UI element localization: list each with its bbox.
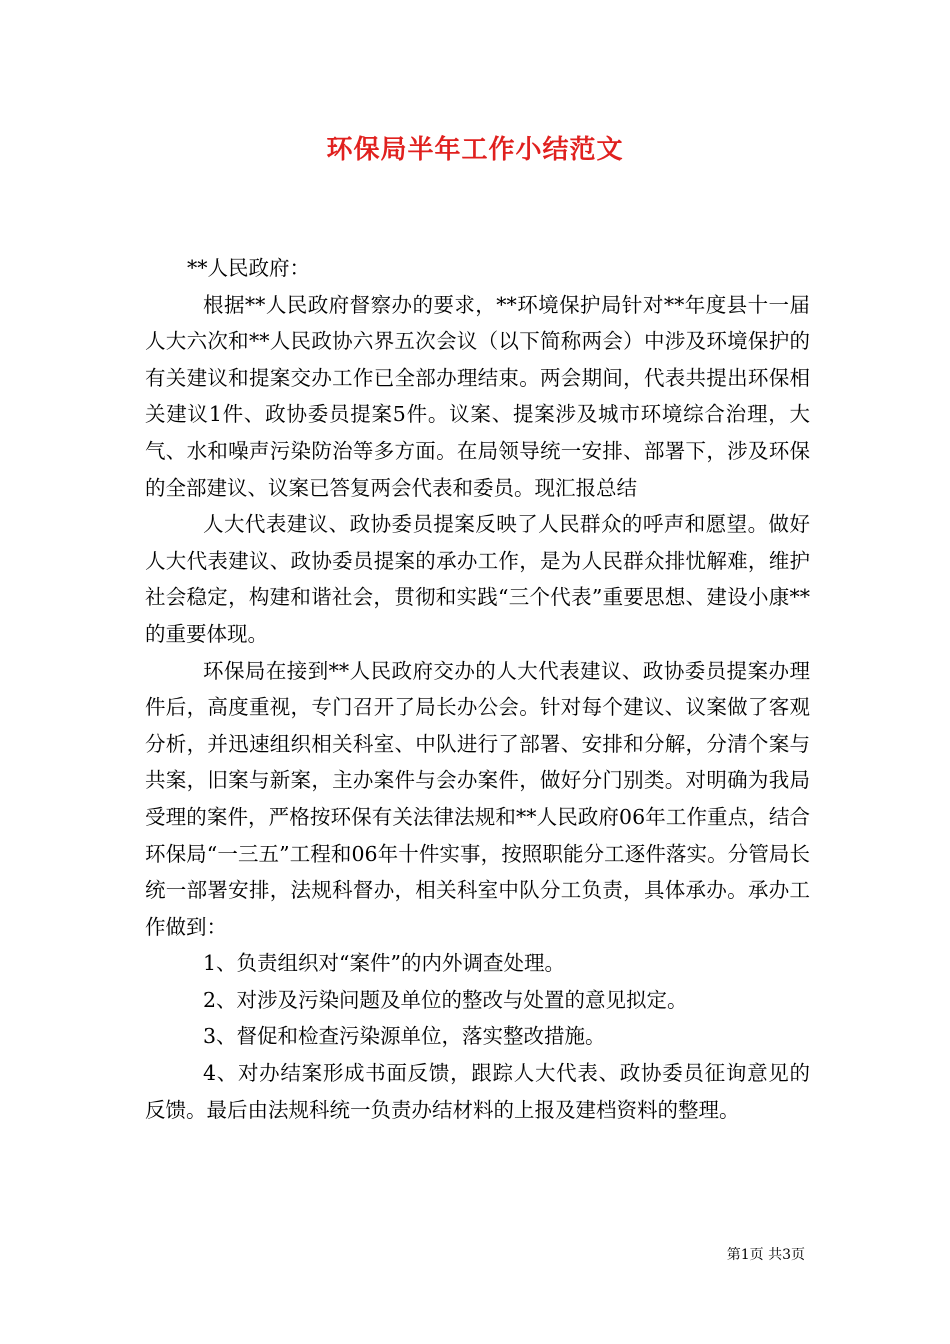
page-number: 第1页 共3页 [726,1247,805,1263]
document-title: 环保局半年工作小结范文 [326,135,624,165]
list-item: 1、负责组织对“案件”的内外调查处理。 [203,951,566,976]
closing-paragraph: 4、对办结案形成书面反馈，跟踪人大代表、政协委员征询意见的反馈。最后由法规科统一负责办结材料的上报及建档资料的整理。 [145,1061,810,1122]
list-item: 2、对涉及污染问题及单位的整改与处置的意见拟定。 [203,987,688,1012]
list-item: 3、督促和检查污染源单位，落实整改措施。 [203,1024,606,1049]
salutation: **人民政府： [187,256,310,280]
paragraph-1: 根据**人民政府督察办的要求，**环境保护局针对**年度县十一届人大六次和**人民政协六界五次会议（以下简称两会）中涉及环境保护的有关建议和提案交办工作已全部办理结束。两会期间，代表共提出环保相关建议1件、政协委员提案5件。议案、提案涉及城市环境综合治理，大气、水和噪声污染防治等多方面。在局领导统一安排、部署下，涉及环保的全部建议、议案已答复两会代表和委员。现汇报总结 [145,292,810,500]
paragraph-2: 人大代表建议、政协委员提案反映了人民群众的呼声和愿望。做好人大代表建议、政协委员提案的承办工作，是为人民群众排忧解难，维护社会稳定，构建和谐社会，贯彻和实践“三个代表”重要思想、建设小康**的重要体现。 [145,512,810,646]
paragraph-3: 环保局在接到**人民政府交办的人大代表建议、政协委员提案办理件后，高度重视，专门召开了局长办公会。针对每个建议、议案做了客观分析，并迅速组织相关科室、中队进行了部署、安排和分解，分清个案与共案，旧案与新案，主办案件与会办案件，做好分门别类。对明确为我局受理的案件，严格按环保有关法律法规和**人民政府06年工作重点，结合环保局“一三五”工程和06年十件实事，按照职能分工逐件落实。分管局长统一部署安排，法规科督办，相关科室中队分工负责，具体承办。承办工作做到： [145,658,810,939]
document-body [145,250,810,1128]
